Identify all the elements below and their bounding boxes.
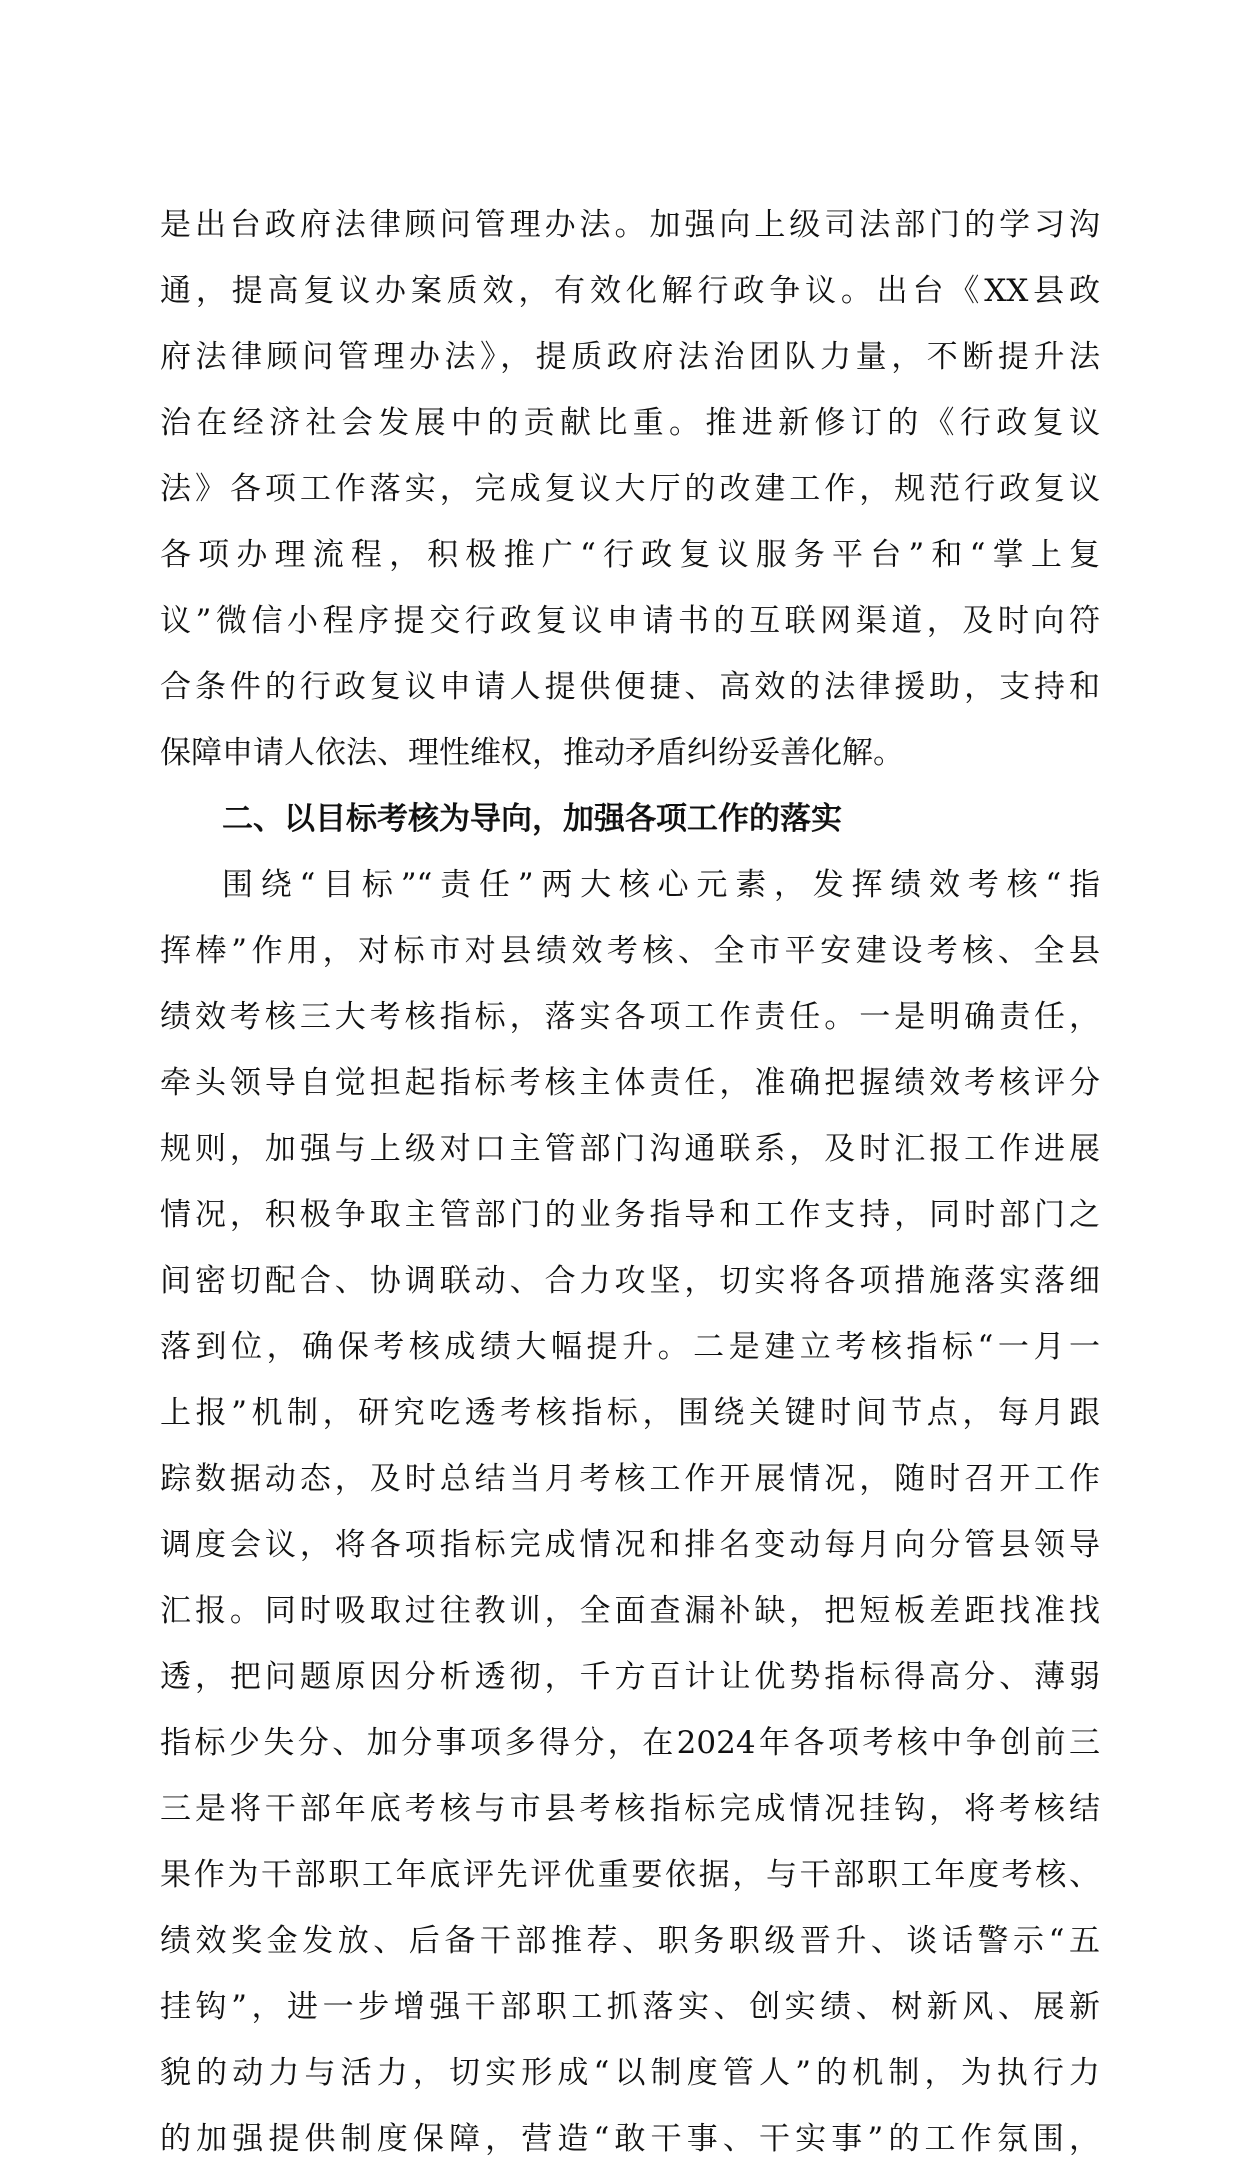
text-line-24: 指标少失分、加分事项多得分，在2024年各项考核中争创前三 <box>160 1725 1100 1761</box>
text-line-13: 绩效考核三大考核指标，落实各项工作责任。一是明确责任， <box>160 999 1100 1035</box>
text-line-20: 踪数据动态，及时总结当月考核工作开展情况，随时召开工作 <box>160 1461 1100 1497</box>
text-line-9: 保障申请人依法、理性维权，推动矛盾纠纷妥善化解。 <box>160 735 904 771</box>
text-line-14: 牵头领导自觉担起指标考核主体责任，准确把握绩效考核评分 <box>160 1065 1100 1101</box>
text-line-28: 挂钩”，进一步增强干部职工抓落实、创实绩、树新风、展新 <box>160 1989 1100 2025</box>
text-line-19: 上报”机制，研究吃透考核指标，围绕关键时间节点，每月跟 <box>160 1395 1100 1431</box>
text-line-11: 围绕“目标”“责任”两大核心元素，发挥绩效考核“指 <box>222 867 1100 903</box>
text-line-30: 的加强提供制度保障，营造“敢干事、干实事”的工作氛围， <box>160 2121 1100 2157</box>
text-line-22: 汇报。同时吸取过往教训，全面查漏补缺，把短板差距找准找 <box>160 1593 1100 1629</box>
text-line-6: 各项办理流程，积极推广“行政复议服务平台”和“掌上复 <box>160 537 1100 573</box>
text-line-16: 情况，积极争取主管部门的业务指导和工作支持，同时部门之 <box>160 1197 1100 1233</box>
body-text <box>160 192 1100 2172</box>
text-line-7: 议”微信小程序提交行政复议申请书的互联网渠道，及时向符 <box>160 603 1100 639</box>
text-line-17: 间密切配合、协调联动、合力攻坚，切实将各项措施落实落细 <box>160 1263 1100 1299</box>
text-line-2: 通，提高复议办案质效，有效化解行政争议。出台《XX县政 <box>160 273 1100 309</box>
text-line-27: 绩效奖金发放、后备干部推荐、职务职级晋升、谈话警示“五 <box>160 1923 1100 1959</box>
text-line-23: 透，把问题原因分析透彻，千方百计让优势指标得高分、薄弱 <box>160 1659 1100 1695</box>
text-line-12: 挥棒”作用，对标市对县绩效考核、全市平安建设考核、全县 <box>160 933 1100 969</box>
text-line-5: 法》各项工作落实，完成复议大厅的改建工作，规范行政复议 <box>160 471 1100 507</box>
text-line-4: 治在经济社会发展中的贡献比重。推进新修订的《行政复议 <box>160 405 1100 441</box>
text-line-21: 调度会议，将各项指标完成情况和排名变动每月向分管县领导 <box>160 1527 1100 1563</box>
section-heading: 二、以目标考核为导向，加强各项工作的落实 <box>222 801 842 837</box>
text-line-25: 三是将干部年底考核与市县考核指标完成情况挂钩，将考核结 <box>160 1791 1100 1827</box>
text-line-15: 规则，加强与上级对口主管部门沟通联系，及时汇报工作进展 <box>160 1131 1100 1167</box>
text-line-26: 果作为干部职工年底评先评优重要依据，与干部职工年度考核、 <box>160 1857 1100 1893</box>
text-line-1: 是出台政府法律顾问管理办法。加强向上级司法部门的学习沟 <box>160 207 1100 243</box>
text-line-29: 貌的动力与活力，切实形成“以制度管人”的机制，为执行力 <box>160 2055 1100 2091</box>
text-line-3: 府法律顾问管理办法》，提质政府法治团队力量，不断提升法 <box>160 339 1100 375</box>
text-line-8: 合条件的行政复议申请人提供便捷、高效的法律援助，支持和 <box>160 669 1100 705</box>
text-line-18: 落到位，确保考核成绩大幅提升。二是建立考核指标“一月一 <box>160 1329 1100 1365</box>
